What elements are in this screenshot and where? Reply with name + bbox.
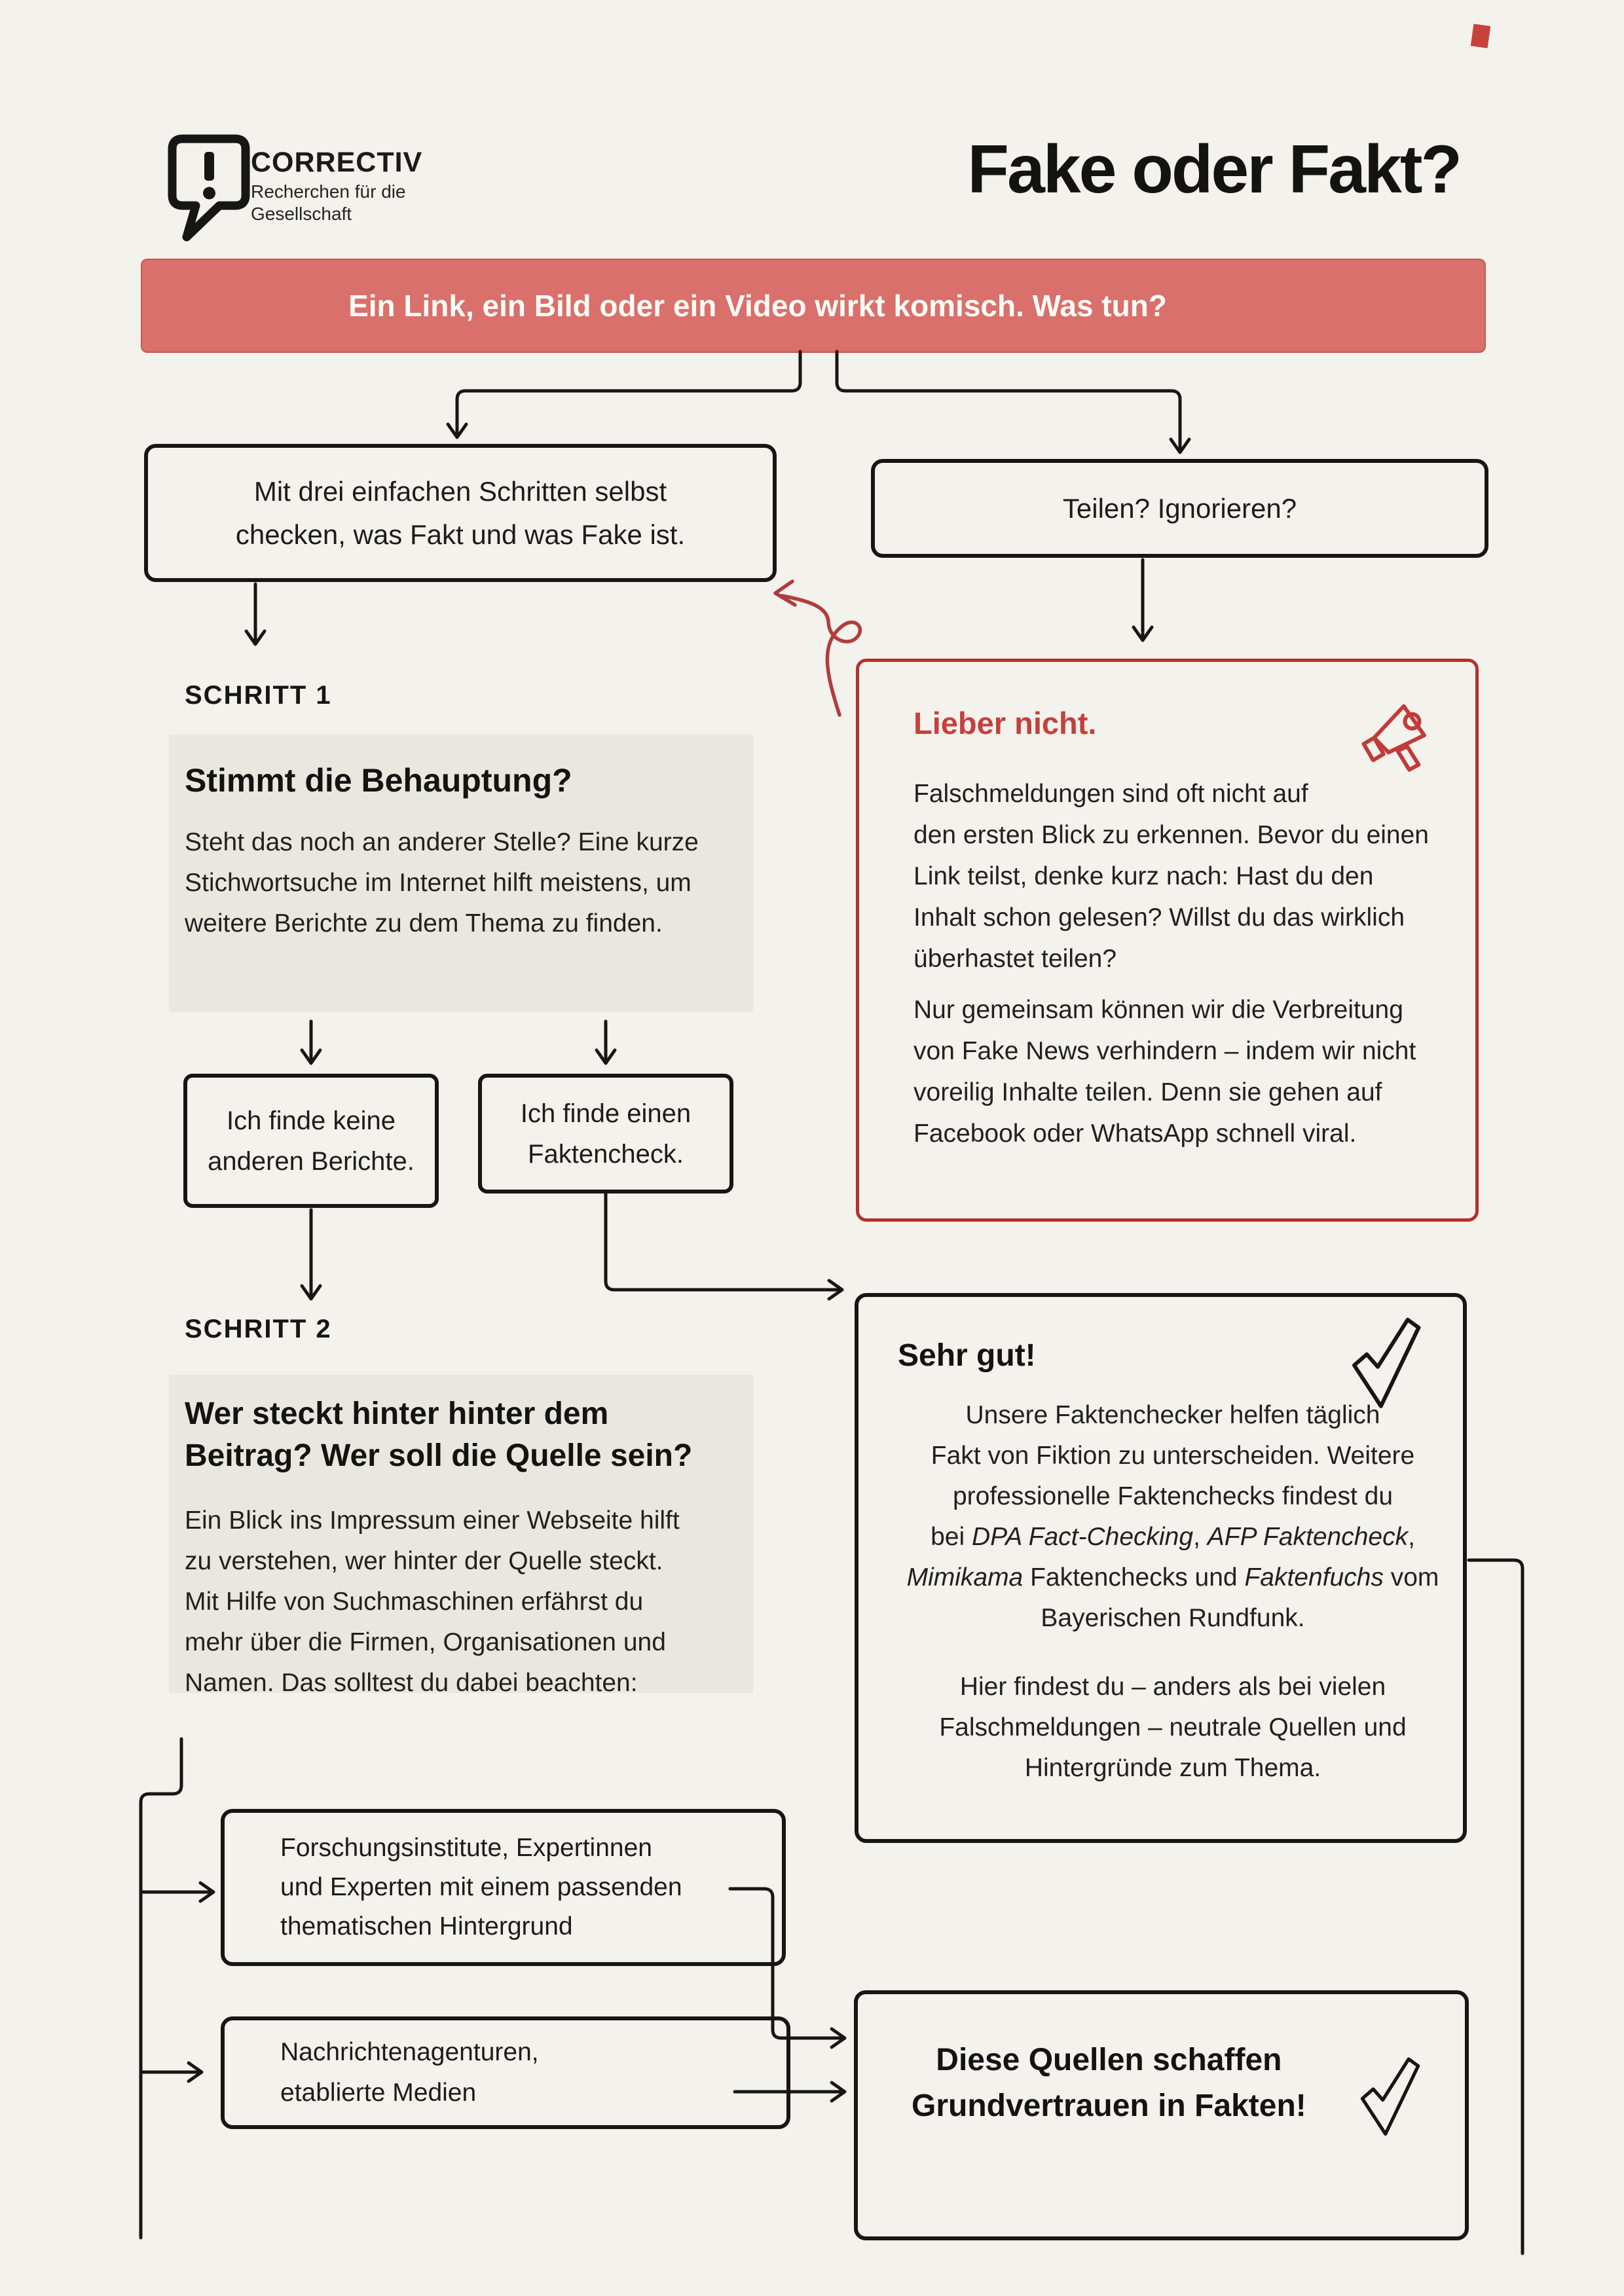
schritt1-body-line2: Stichwortsuche im Internet hilft meistens, um [185,869,692,897]
box-research-line1: Forschungsinstitute, Expertinnen [280,1834,652,1862]
schritt1-body-line3: weitere Berichte zu dem Thema zu finden. [185,909,663,938]
trust-box [854,1990,1469,2240]
box-check-yourself-line1: Mit drei einfachen Schritten selbst [253,475,667,507]
sehr-gut-p2-line1: Hier findest du – anders als bei vielen [959,1673,1386,1701]
schritt2-label: SCHRITT 2 [185,1315,332,1343]
sehr-gut-paragraph2 [898,1667,1448,1789]
connector-noreports-to-schritt2 [302,1210,320,1299]
schritt2-body-line5: Namen. Das solltest du dabei beachten: [185,1669,638,1697]
box-share-ignore-text: Teilen? Ignorieren? [1062,492,1297,524]
sehr-gut-p1-line6: Bayerischen Rundfunk. [1041,1604,1305,1632]
schritt1-body [185,822,774,944]
sehr-gut-p1-line4: bei DPA Fact-Checking, AFP Faktencheck, [931,1523,1415,1551]
connector-leftbox-to-schritt1 [246,584,265,644]
schritt1-body-line1: Steht das noch an anderer Stelle? Eine kurze [185,828,699,856]
logo-tagline-line1: Recherchen für die [251,181,406,202]
box-research-line3: thematischen Hintergrund [280,1912,573,1941]
lieber-nicht-p1-line4: Inhalt schon gelesen? Willst du das wirklich [913,903,1405,932]
sehr-gut-p2-line2: Falschmeldungen – neutrale Quellen und [939,1713,1407,1741]
sehr-gut-p1-line5: Mimikama Faktenchecks und Faktenfuchs vom [906,1563,1439,1592]
schritt2-body-line1: Ein Blick ins Impressum einer Webseite hilft [185,1506,680,1535]
lieber-nicht-p1-line2: den ersten Blick zu erkennen. Bevor du einen [913,821,1429,849]
box-no-reports-line2: anderen Berichte. [208,1146,415,1176]
connector-banner-to-right-box [837,352,1189,452]
box-no-reports-line1: Ich finde keine [227,1106,396,1135]
lieber-nicht-p2-line1: Nur gemeinsam können wir die Verbreitung [913,996,1403,1024]
box-check-yourself-line2: checken, was Fakt und was Fake ist. [235,519,686,550]
sehr-gut-paragraph1 [898,1395,1448,1639]
connector-schritt1-to-noreports [302,1021,320,1063]
sehr-gut-title: Sehr gut! [898,1338,1036,1373]
connector-branch-news [141,2063,202,2081]
page-title: Fake oder Fakt? [967,132,1460,208]
megaphone-icon [1350,688,1449,786]
schritt1-title: Stimmt die Behauptung? [185,762,572,799]
box-factcheck-line1: Ich finde einen [520,1099,692,1128]
box-news [221,2016,790,2129]
logo-tagline-line2: Gesellschaft [251,204,352,224]
connector-banner-to-left-box [448,352,800,437]
schritt2-body-line4: mehr über die Firmen, Organisationen und [185,1628,666,1656]
lieber-nicht-p2-line4: Facebook oder WhatsApp schnell viral. [913,1120,1357,1148]
lieber-nicht-p1-line3: Link teilst, denke kurz nach: Hast du den [913,862,1374,890]
box-news-line1: Nachrichtenagenturen, [280,2038,539,2066]
red-scribble-arrow-icon [775,581,860,715]
box-share-ignore [871,459,1488,558]
box-no-reports [183,1074,439,1208]
question-banner-text: Ein Link, ein Bild oder ein Video wirkt komisch. Was tun? [348,289,1167,323]
lieber-nicht-p1-line5: überhastet teilen? [913,945,1117,973]
box-research [221,1809,786,1966]
connector-factcheck-to-sehrgut [606,1194,842,1299]
schritt2-title [185,1393,787,1477]
schritt2-body-line3: Mit Hilfe von Suchmaschinen erfährst du [185,1588,644,1616]
connector-schritt1-to-factcheck [597,1021,615,1063]
lieber-nicht-title: Lieber nicht. [913,706,1097,740]
sehr-gut-p1-line2: Fakt von Fiktion zu unterscheiden. Weitere [931,1442,1415,1470]
connector-branch-research [141,1883,213,1901]
connector-sehrgut-right-down [1469,1560,1522,2253]
sehr-gut-box [855,1293,1467,1843]
schritt2-title-line1: Wer steckt hinter hinter dem [185,1396,609,1431]
trust-title-line2: Grundvertrauen in Fakten! [912,2088,1306,2123]
lieber-nicht-p2-line3: voreilig Inhalte teilen. Denn sie gehen auf [913,1078,1382,1106]
trust-title-line1: Diese Quellen schaffen [936,2043,1282,2077]
box-factcheck-line2: Faktencheck. [528,1139,684,1169]
lieber-nicht-paragraph1 [913,773,1457,979]
sehr-gut-p2-line3: Hintergründe zum Thema. [1024,1754,1321,1782]
lieber-nicht-p2-line2: von Fake News verhindern – indem wir nicht [913,1037,1416,1065]
trust-title [912,2037,1306,2129]
box-research-line2: und Experten mit einem passenden [280,1873,682,1901]
lieber-nicht-paragraph2 [913,989,1457,1154]
checkmark-icon [1356,2056,1424,2141]
lieber-nicht-p1-line1: Falschmeldungen sind oft nicht auf [913,780,1308,808]
box-factcheck-found [478,1074,733,1194]
sehr-gut-p1-line1: Unsere Faktenchecker helfen täglich [965,1401,1380,1429]
box-news-line2: etablierte Medien [280,2079,477,2107]
box-check-yourself [144,444,777,582]
schritt2-title-line2: Beitrag? Wer soll die Quelle sein? [185,1438,693,1473]
lieber-nicht-box [856,659,1479,1222]
connector-rightbox-to-liebernicht [1134,560,1152,640]
schritt1-label: SCHRITT 1 [185,681,332,710]
sehr-gut-p1-line3: professionelle Faktenchecks findest du [952,1482,1393,1510]
connector-schritt2-down [141,1739,181,2238]
logo-brand: CORRECTIV [251,147,423,178]
schritt2-body-line2: zu verstehen, wer hinter der Quelle steckt. [185,1547,663,1575]
schritt2-body [185,1501,774,1704]
